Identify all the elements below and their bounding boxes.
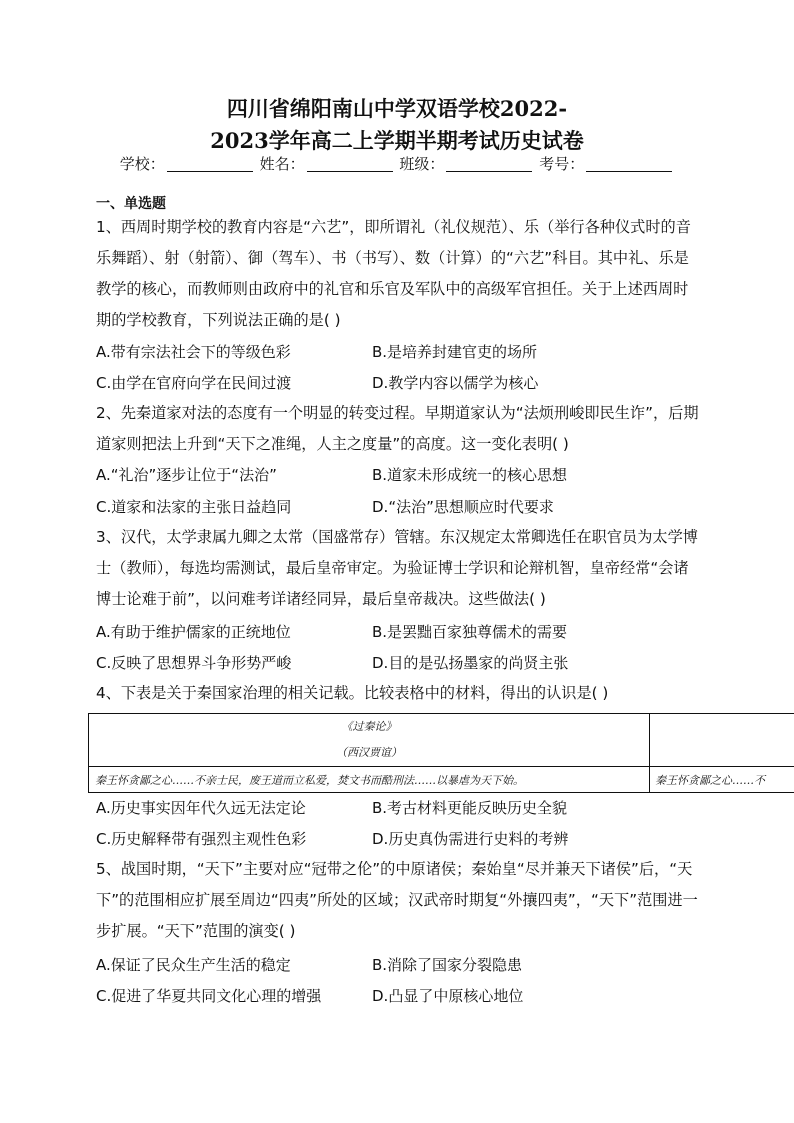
school-blank[interactable] [167, 157, 253, 172]
table-header-title: 《过秦论》 [341, 720, 397, 733]
name-blank[interactable] [307, 157, 393, 172]
exam-title-line1: 四川省绵阳南山中学双语学校2022- [226, 96, 568, 121]
section-heading: 一、单选题 [96, 196, 166, 212]
question-5-option-c[interactable]: C.促进了华夏共同文化心理的增强 [96, 987, 322, 1005]
class-label: 班级： [399, 155, 445, 173]
question-5-option-a[interactable]: A.保证了民众生产生活的稳定 [96, 956, 291, 974]
question-5-option-b[interactable]: B.消除了国家分裂隐患 [372, 956, 523, 974]
question-2-option-b[interactable]: B.道家未形成统一的核心思想 [372, 466, 568, 484]
question-2-option-a[interactable]: A.“礼治”逐步让位于“法治” [96, 466, 277, 484]
question-1-option-d[interactable]: D.教学内容以儒学为核心 [372, 374, 539, 392]
question-4-option-a[interactable]: A.历史事实因年代久远无法定论 [96, 799, 306, 817]
question-4-option-b[interactable]: B.考古材料更能反映历史全貌 [372, 799, 568, 817]
question-5-stem: 5、战国时期，“天下”主要对应“冠带之伦”的中原诸侯；秦始皇“尽并兼天下诸侯”后，“天下”的范围相应扩展至周边“四夷”所处的区域；汉武帝时期复“外攘四夷”，“天下”范围进一步扩展。“天下”范围的演变( ) [96, 860, 698, 940]
question-1-option-b[interactable]: B.是培养封建官吏的场所 [372, 343, 538, 361]
table-cell-right: 秦王怀贪鄙之心……不 [655, 774, 765, 787]
table-column-divider [649, 714, 650, 792]
exam-number-label: 考号： [539, 155, 585, 173]
question-2-option-d[interactable]: D.“法治”思想顺应时代要求 [372, 498, 554, 516]
question-3-option-a[interactable]: A.有助于维护儒家的正统地位 [96, 623, 291, 641]
question-3-option-d[interactable]: D.目的是弘扬墨家的尚贤主张 [372, 654, 569, 672]
question-5-option-d[interactable]: D.凸显了中原核心地位 [372, 987, 524, 1005]
table-cell-left: 秦王怀贪鄙之心……不亲士民，废王道而立私爱，焚文书而酷刑法……以暴虐为天下始。 [95, 774, 524, 787]
question-3-option-b[interactable]: B.是罢黜百家独尊儒术的需要 [372, 623, 568, 641]
question-3-option-c[interactable]: C.反映了思想界斗争形势严峻 [96, 654, 292, 672]
table-header-subtitle: （西汉贾谊） [336, 746, 402, 759]
school-label: 学校： [119, 155, 165, 173]
name-label: 姓名： [259, 155, 305, 173]
table-row-divider [89, 766, 794, 767]
question-1-option-a[interactable]: A.带有宗法社会下的等级色彩 [96, 343, 291, 361]
question-4-option-d[interactable]: D.历史真伪需进行史料的考辨 [372, 830, 569, 848]
question-4-table [88, 713, 794, 793]
question-3-stem: 3、汉代，太学隶属九卿之太常（国盛常存）管辖。东汉规定太常卿选任在职官员为太学博士（教师），每选均需测试，最后皇帝审定。为验证博士学识和论辩机智，皇帝经常“会诸博士论难于前”，以问难考详诸经同异，最后皇帝裁决。这些做法( ) [96, 528, 698, 608]
class-blank[interactable] [446, 157, 532, 172]
exam-title-line2: 2023学年高二上学期半期考试历史试卷 [210, 128, 584, 153]
exam-number-blank[interactable] [586, 157, 672, 172]
question-2-stem: 2、先秦道家对法的态度有一个明显的转变过程。早期道家认为“法烦刑峻即民生诈”，后期道家则把法上升到“天下之准绳，人主之度量”的高度。这一变化表明( ) [96, 404, 699, 453]
question-4-option-c[interactable]: C.历史解释带有强烈主观性色彩 [96, 830, 307, 848]
student-info-line [0, 154, 794, 174]
question-2-option-c[interactable]: C.道家和法家的主张日益趋同 [96, 498, 292, 516]
question-4-stem: 4、下表是关于秦国家治理的相关记载。比较表格中的材料，得出的认识是( ) [96, 684, 609, 702]
question-1-option-c[interactable]: C.由学在官府向学在民间过渡 [96, 374, 292, 392]
question-1-stem: 1、西周时期学校的教育内容是“六艺”，即所谓礼（礼仪规范）、乐（举行各种仪式时的音乐舞蹈）、射（射箭）、御（驾车）、书（书写）、数（计算）的“六艺”科目。其中礼、乐是教学的核心，而教师则由政府中的礼官和乐官及军队中的高级军官担任。关于上述西周时期的学校教育，下列说法正确的是( ) [96, 218, 691, 329]
